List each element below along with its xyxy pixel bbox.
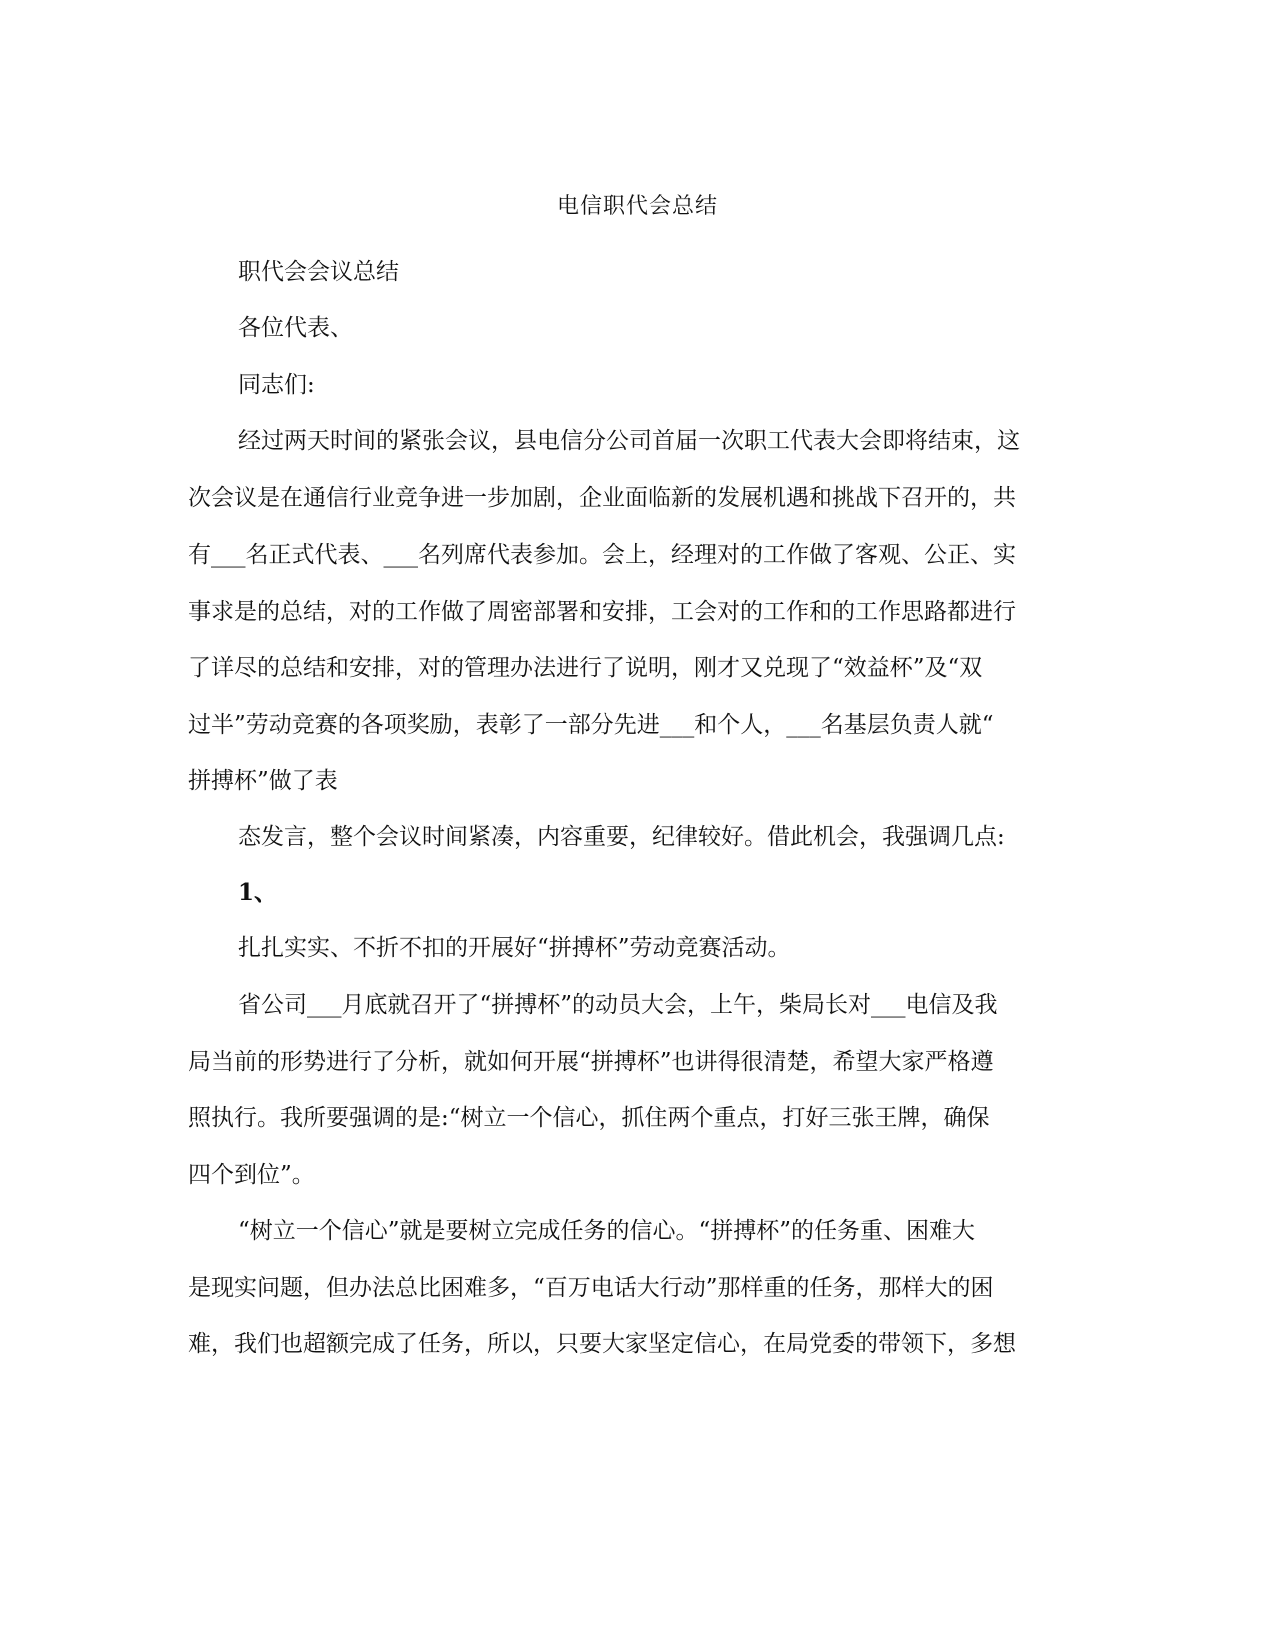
paragraph-line: 经过两天时间的紧张会议，县电信分公司首届一次职工代表大会即将结束，这 xyxy=(238,428,1020,454)
paragraph-line: 是现实问题，但办法总比困难多，“百万电话大行动”那样重的任务，那样大的困 xyxy=(188,1275,994,1301)
paragraph-line: 次会议是在通信行业竞争进一步加剧，企业面临新的发展机遇和挑战下召开的，共 xyxy=(188,485,1016,511)
paragraph-line: 有___名正式代表、___名列席代表参加。会上，经理对的工作做了客观、公正、实 xyxy=(188,542,1016,568)
paragraph-line: 同志们: xyxy=(238,372,315,398)
paragraph-line: 四个到位”。 xyxy=(188,1162,315,1188)
section-number: 1、 xyxy=(238,879,278,906)
paragraph-line: 事求是的总结，对的工作做了周密部署和安排，工会对的工作和的工作思路都进行 xyxy=(188,599,1016,625)
section-heading: 扎扎实实、不折不扣的开展好“拼搏杯”劳动竞赛活动。 xyxy=(238,935,791,961)
paragraph-line: 拼搏杯”做了表 xyxy=(188,768,338,794)
paragraph-line: 态发言，整个会议时间紧凑，内容重要，纪律较好。借此机会，我强调几点: xyxy=(238,824,1005,850)
paragraph-line: 省公司___月底就召开了“拼搏杯”的动员大会，上午，柴局长对___电信及我 xyxy=(238,992,998,1018)
paragraph-line: 了详尽的总结和安排，对的管理办法进行了说明，刚才又兑现了“效益杯”及“双 xyxy=(188,655,983,681)
paragraph-line: 照执行。我所要强调的是:“树立一个信心，抓住两个重点，打好三张王牌，确保 xyxy=(188,1105,990,1131)
paragraph-line: 各位代表、 xyxy=(238,315,353,341)
paragraph-line: 职代会会议总结 xyxy=(238,259,399,285)
paragraph-line: 过半”劳动竞赛的各项奖励，表彰了一部分先进___和个人，___名基层负责人就“ xyxy=(188,712,994,738)
paragraph-line: 局当前的形势进行了分析，就如何开展“拼搏杯”也讲得很清楚，希望大家严格遵 xyxy=(188,1049,994,1075)
paragraph-line: “树立一个信心”就是要树立完成任务的信心。“拼搏杯”的任务重、困难大 xyxy=(238,1218,976,1244)
paragraph-line: 难，我们也超额完成了任务，所以，只要大家坚定信心，在局党委的带领下，多想 xyxy=(188,1331,1016,1357)
document-title: 电信职代会总结 xyxy=(556,194,718,219)
